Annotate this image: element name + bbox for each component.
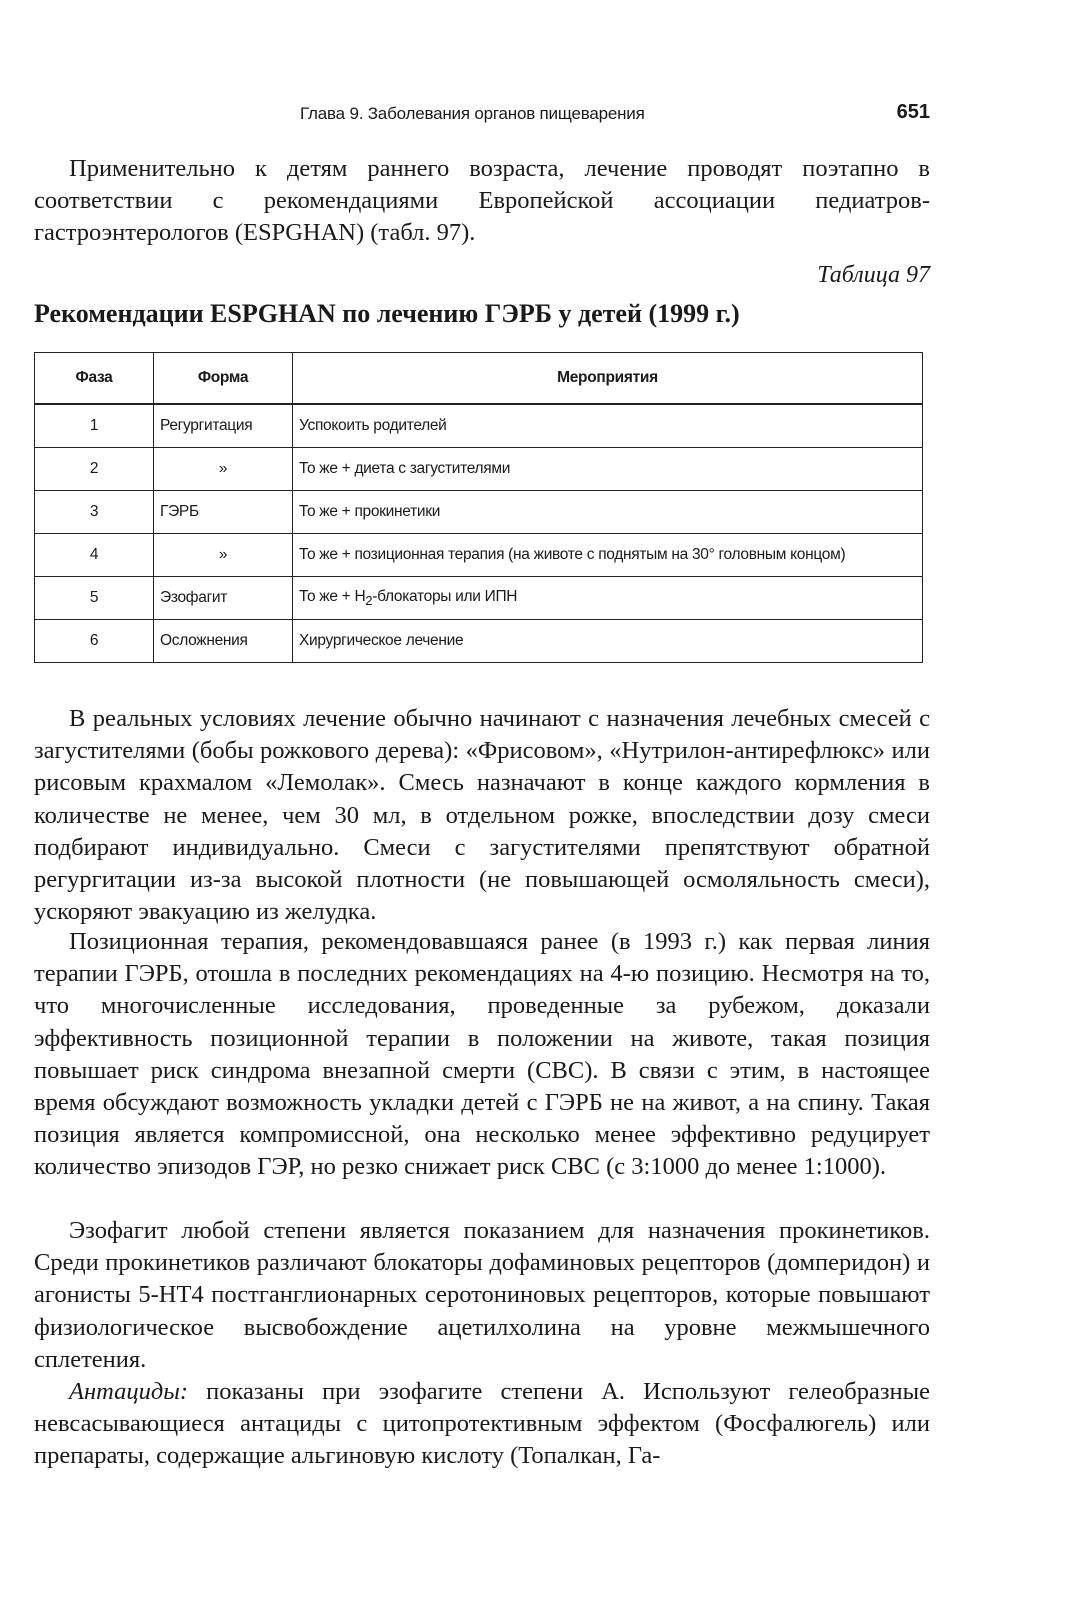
action-text: То же + Н	[299, 587, 366, 605]
cell-form: ГЭРБ	[154, 491, 293, 534]
table-row	[35, 404, 923, 448]
cell-action	[293, 577, 923, 620]
column-header-form: Форма	[154, 353, 293, 405]
cell-phase: 4	[35, 534, 154, 577]
action-text-rest: -блокаторы или ИПН	[372, 587, 518, 605]
table-header-row	[35, 353, 923, 405]
cell-form: Эзофагит	[154, 577, 293, 620]
table-row	[35, 534, 923, 577]
cell-phase: 5	[35, 577, 154, 620]
running-header	[60, 101, 930, 134]
cell-action: То же + прокинетики	[293, 491, 923, 534]
cell-form: Осложнения	[154, 620, 293, 663]
paragraph-antacids	[34, 1376, 930, 1473]
cell-phase: 6	[35, 620, 154, 663]
table-label: Таблица 97	[817, 262, 930, 288]
table-row	[35, 491, 923, 534]
table-row	[35, 577, 923, 620]
cell-action: Успокоить родителей	[293, 404, 923, 448]
cell-phase: 1	[35, 404, 154, 448]
cell-action: Хирургическое лечение	[293, 620, 923, 663]
paragraph-positional-therapy: Позиционная терапия, рекомендовавшаяся ранее (в 1993 г.) как первая линия терапии ГЭРБ, отошла в последних рекомендациях на 4-ю позицию. Несмотря на то, что многочисленные исследования, проведенные за рубежом, доказали эффективность позиционной терапии в положении на животе, такая позиция повышает риск синдрома внезапной смерти (СВС). В связи с этим, в настоящее время обсуждают возможность укладки детей с ГЭРБ не на живот, а на спину. Такая позиция является компромиссной, она несколько менее эффективно редуцирует количество эпизодов ГЭР, но резко снижает риск СВС (с 3:1000 до менее 1:1000).	[34, 928, 930, 1181]
table-row	[35, 448, 923, 491]
cell-phase: 3	[35, 491, 154, 534]
antacids-lead: Антациды:	[69, 1378, 189, 1405]
cell-phase: 2	[35, 448, 154, 491]
cell-form-ditto: »	[154, 534, 293, 577]
antacids-text: показаны при эзофагите степени А. Используют гелеобразные невсасывающиеся антациды с цитопротективным эффектом (Фосфалюгель) или препараты, содержащие альгиновую кислоту (Топалкан, Га-	[34, 1378, 930, 1470]
paragraph-intro: Применительно к детям раннего возраста, лечение проводят поэтапно в соответствии с рекомендациями Европейской ассоциации педиатров-гастроэнтерологов (ESPGHAN) (табл. 97).	[34, 155, 930, 247]
paragraph-prokinetics: Эзофагит любой степени является показанием для назначения прокинетиков. Среди прокинетиков различают блокаторы дофаминовых рецепторов (домперидон) и агонисты 5-НТ4 постганглионарных серотониновых рецепторов, которые повышают физиологическое высвобождение ацетилхолина на уровне межмышечного сплетения.	[34, 1217, 930, 1373]
subscript: 2	[365, 593, 373, 609]
cell-form-ditto: »	[154, 448, 293, 491]
column-header-phase: Фаза	[35, 353, 154, 405]
espghan-table	[34, 352, 923, 663]
cell-form: Регургитация	[154, 404, 293, 448]
page-number: 651	[896, 101, 930, 123]
cell-action: То же + позиционная терапия (на животе с поднятым на 30° головным концом)	[293, 534, 923, 577]
column-header-actions: Мероприятия	[293, 353, 923, 405]
paragraph-thickeners: В реальных условиях лечение обычно начинают с назначения лечебных смесей с загустителями (бобы рожкового дерева): «Фрисовом», «Нутрилон-антирефлюкс» или рисовым крахмалом «Лемолак». Смесь назначают в конце каждого кормления в количестве не менее, чем 30 мл, в отдельном рожке, впоследствии дозу смеси подбирают индивидуально. Смеси с загустителями препятствуют обратной регургитации из-за высокой плотности (не повышающей осмоляльность смеси), ускоряют эвакуацию из желудка.	[34, 705, 930, 926]
chapter-title: Глава 9. Заболевания органов пищеварения	[300, 104, 645, 123]
table-row	[35, 620, 923, 663]
cell-action: То же + диета с загустителями	[293, 448, 923, 491]
table-title: Рекомендации ESPGHAN по лечению ГЭРБ у детей (1999 г.)	[34, 299, 740, 328]
